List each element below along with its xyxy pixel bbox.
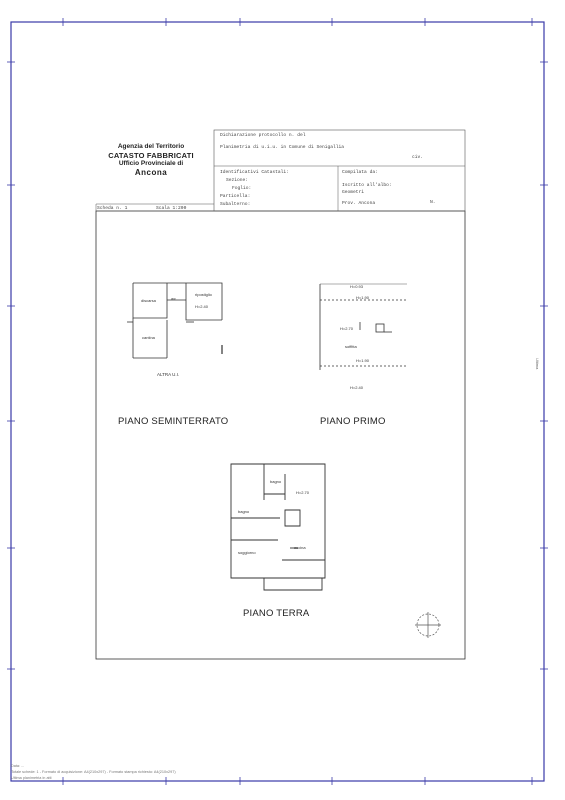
primo-soffitta: soffitta [345, 344, 357, 349]
foglio-label: Foglio: [232, 186, 252, 191]
primo-dim-1: H=0.93 [350, 284, 364, 289]
terra-bagno-1: bagno [270, 479, 282, 484]
footer-line-1: Data: ... [11, 764, 25, 768]
room-discarsa: discarsa [141, 298, 156, 303]
iscritto-label: Iscritto all'albo: [342, 183, 392, 188]
declaration-text: Dichiarazione protocollo n. del [220, 133, 306, 138]
semi-height: H=2.40 [195, 304, 209, 309]
geometri-label: Geometri [342, 190, 365, 195]
sezione-label: Sezione: [226, 178, 249, 183]
primo-dim-2: H=1.90 [356, 295, 370, 300]
terra-height: H=2.70 [296, 490, 310, 495]
agency-line-1: Agenzia del Territorio [117, 143, 185, 150]
side-ultima-text: Ultima [535, 358, 540, 370]
prov-label: Prov. Ancona [342, 201, 376, 206]
agency-line-3: Ufficio Provinciale di [118, 159, 184, 167]
subalterno-label: Subalterno: [220, 202, 251, 207]
title-terra: PIANO TERRA [243, 608, 310, 619]
footer-line-3: Ultima planimetria in atti [11, 776, 52, 780]
semi-note: ALTRA U.I. [157, 372, 180, 377]
particella-label: Particella: [220, 194, 251, 199]
footer-line-2: Totale schede: 1 - Formato di acquisizione: A4(210x297) - Formato stampa richiesto: A4(210x297) [11, 770, 176, 774]
title-seminterrato: PIANO SEMINTERRATO [118, 416, 229, 427]
identifiers-title: Identificativi Catastali: [220, 170, 289, 175]
room-wc: wc [171, 296, 176, 301]
agency-line-2: CATASTO FABBRICATI [108, 150, 194, 160]
civico-text: civ. [412, 155, 424, 160]
scala-label: Scala 1:200 [156, 206, 187, 211]
primo-dim-5: H=2.40 [350, 385, 364, 390]
terra-bagno-2: bagno [238, 509, 250, 514]
compilata-label: Compilata da: [342, 170, 378, 175]
scheda-label: Scheda n. 1 [97, 206, 128, 211]
planimetry-text: Planimetria di u.i.u. in Comune di Senigallia [220, 145, 345, 150]
primo-dim-4: H=1.90 [356, 358, 370, 363]
agency-line-4: Ancona [134, 167, 168, 177]
north-arrow [415, 612, 441, 638]
prov-number: N. [430, 200, 436, 205]
primo-dim-3: H=2.70 [340, 326, 354, 331]
room-ripostiglio: ripostiglio [195, 292, 212, 297]
agency-header [88, 143, 214, 177]
title-primo: PIANO PRIMO [320, 416, 386, 427]
terra-soggiorno: soggiorno [238, 550, 256, 555]
room-cantina: cantina [142, 335, 155, 340]
terra-cucina: cucina [294, 545, 306, 550]
